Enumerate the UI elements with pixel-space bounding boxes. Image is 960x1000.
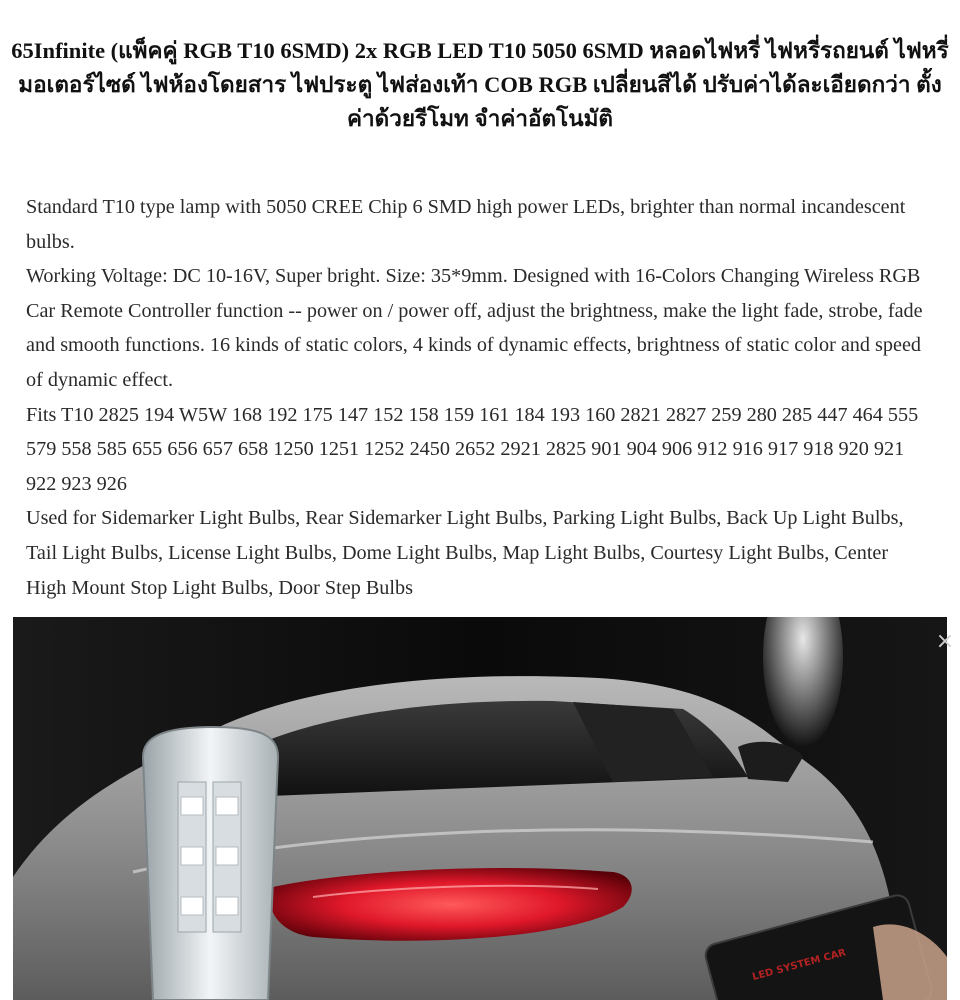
- product-description: [26, 190, 926, 605]
- remote-label: LED SYSTEM CAR: [751, 947, 848, 984]
- description-paragraph: Used for Sidemarker Light Bulbs, Rear Sidemarker Light Bulbs, Parking Light Bulbs, Back Up Light Bulbs, Tail Light Bulbs, License Light Bulbs, Dome Light Bulbs, Map Light Bulbs, Courtesy Light Bulbs, Center High Mount Stop Light Bulbs, Door Step Bulbs: [26, 507, 904, 599]
- product-title: 65Infinite (แพ็คคู่ RGB T10 6SMD) 2x RGB LED T10 5050 6SMD หลอดไฟหรี่ ไฟหรี่รถยนต์ ไฟหรี่มอเตอร์ไซด์ ไฟห้องโดยสาร ไฟประตู ไฟส่องเท้า COB RGB เปลี่ยนสีได้ ปรับค่าได้ละเอียดกว่า ตั้งค่าด้วยรีโมท จำค่าอัตโนมัติ: [11, 38, 949, 131]
- description-paragraph: Fits T10 2825 194 W5W 168 192 175 147 152 158 159 161 184 193 160 2821 2827 259 280 285 447 464 555 579 558 585 655 656 657 658 1250 1251 1252 2450 2652 2921 2825 901 904 906 912 916 917 918 920 921 922 923 926: [26, 403, 919, 495]
- description-paragraph: Standard T10 type lamp with 5050 CREE Chip 6 SMD high power LEDs, brighter than normal incandescent bulbs.: [26, 196, 906, 253]
- description-paragraph: Working Voltage: DC 10-16V, Super bright. Size: 35*9mm. Designed with 16-Colors Changing Wireless RGB Car Remote Controller function -- power on / power off, adjust the brightness, make the light fade, strobe, fade and smooth functions. 16 kinds of static colors, 4 kinds of dynamic effects, brightness of static color and speed of dynamic effect.: [26, 265, 923, 391]
- led-bulb-illustration: [143, 727, 278, 1000]
- product-image[interactable]: [13, 617, 947, 1000]
- close-icon[interactable]: ×: [935, 629, 955, 654]
